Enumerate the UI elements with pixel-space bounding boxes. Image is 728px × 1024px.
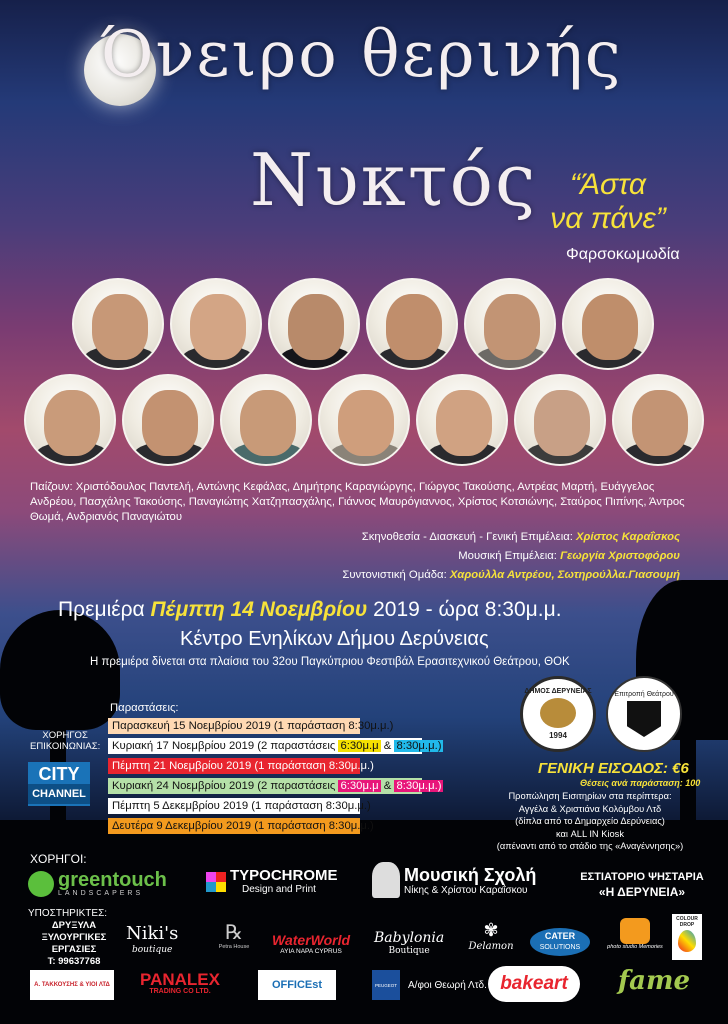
performances-list <box>108 718 442 834</box>
comm-sponsor-line-2: ΕΠΙΚΟΙΝΩΝΙΑΣ: <box>30 741 101 752</box>
restaurant-logo <box>572 870 712 900</box>
performance-6 <box>108 818 374 834</box>
presale-line: (απέναντι από το στάδιο της «Αναγέννησης») <box>496 841 684 851</box>
cast-photo-6 <box>562 278 654 370</box>
presale-line: (δίπλα από το Δημαρχείο Δερύνειας) <box>515 816 665 826</box>
typochrome-sub: Design and Print <box>242 884 316 895</box>
cast-photo-2 <box>170 278 262 370</box>
title-line-1: Όνειρο θερινής <box>100 18 623 92</box>
petra-name: Petra House <box>218 944 250 950</box>
panalex-sub: TRADING CO LTD. <box>149 988 211 995</box>
bakeart-logo <box>488 966 580 1002</box>
office-logo <box>258 970 336 1000</box>
cast-figure-face <box>240 390 296 456</box>
performance-time-1: 6:30μ.μ <box>340 740 379 752</box>
wood-line: ΕΡΓΑΣΙΕΣ <box>51 944 97 955</box>
festival-note: Η πρεμιέρα δίνεται στα πλαίσια του 32ου Παγκύπριου Φεστιβάλ Ερασιτεχνικού Θεάτρου, ΘΟΚ <box>90 656 570 668</box>
music-school-logo <box>372 862 536 898</box>
typochrome-logo <box>206 868 338 895</box>
comm-sponsor-label <box>30 730 100 752</box>
cast-photo-4 <box>366 278 458 370</box>
venue: Κέντρο Ενηλίκων Δήμου Δερύνειας <box>180 628 489 650</box>
delamon-name: Delamon <box>468 941 514 952</box>
delamon-logo <box>462 920 520 952</box>
crew-director <box>120 528 680 547</box>
typochrome-icon <box>206 872 226 892</box>
municipality-logo-text: ΔΗΜΟΣ ΔΕΡΥΝΕΙΑΣ <box>524 688 592 695</box>
wood-supporter <box>34 920 114 968</box>
cast-figure-face <box>582 294 638 360</box>
camera-icon <box>620 918 650 944</box>
cast-figure-face <box>338 390 394 456</box>
cast-photo-1 <box>72 278 164 370</box>
cast-photo-8 <box>122 374 214 466</box>
babylonia-name: Babylonia <box>374 930 445 946</box>
photo-studio-logo <box>600 918 670 950</box>
comm-sponsor-line-1: ΧΟΡΗΓΟΣ <box>42 730 88 741</box>
music-school-sub: Νίκης & Χρίστου Καραΐσκου <box>404 884 528 896</box>
restaurant-line-2: «Η ΔΕΡΥΝΕΙΑ» <box>598 885 686 899</box>
performance-text: Πέμπτη 21 Νοεμβρίου 2019 (1 παράσταση 8:30μ.μ.) <box>112 760 374 772</box>
city-channel-line-1: CITY <box>38 764 80 784</box>
peugeot-logo <box>372 970 400 1000</box>
cast-figure-face <box>44 390 100 456</box>
nikis-logo <box>126 923 179 958</box>
premiere-prefix: Πρεμιέρα <box>58 598 145 621</box>
petra-monogram-icon: ℞ <box>225 920 243 944</box>
typochrome-name: TYPOCHROME <box>230 867 338 884</box>
cast-figure-face <box>386 294 442 360</box>
supporters-label: ΥΠΟΣΤΗΡΙΚΤΕΣ: <box>28 908 108 919</box>
premiere-line <box>58 598 562 622</box>
performance-text: Κυριακή 24 Νοεμβρίου 2019 (2 παραστάσεις <box>112 780 336 792</box>
takkoushis-logo <box>30 970 114 1000</box>
office-name: OFFICEst <box>271 979 323 991</box>
leaf-icon <box>28 871 54 897</box>
performance-text: Κυριακή 17 Νοεμβρίου 2019 (2 παραστάσεις <box>112 740 336 752</box>
cast-figure-face <box>92 294 148 360</box>
sponsors-label: ΧΟΡΗΓΟΙ: <box>30 852 87 866</box>
babylonia-sub: Boutique <box>388 946 430 956</box>
premiere-date: Πέμπτη 14 Νοεμβρίου <box>150 598 368 621</box>
crew-name: Γεωργία Χριστοφόρου <box>560 550 680 562</box>
crew-list <box>120 528 680 585</box>
crew-role: Σκηνοθεσία - Διασκευή - Γενική Επιμέλεια: <box>361 531 573 543</box>
city-channel-logo <box>28 762 90 806</box>
cast-photo-12 <box>514 374 606 466</box>
subtitle-line-2: να πάνε” <box>550 202 666 235</box>
petra-logo <box>210 920 258 950</box>
colour-drop-logo <box>672 914 702 960</box>
crew-role: Συντονιστική Ομάδα: <box>342 569 447 581</box>
cast-figure-face <box>484 294 540 360</box>
drop-icon <box>678 930 696 952</box>
restaurant-line-1: ΕΣΤΙΑΤΟΡΙΟ ΨΗΣΤΑΡΙΑ <box>580 871 704 883</box>
cast-figure-face <box>534 390 590 456</box>
cast-photo-9 <box>220 374 312 466</box>
music-figure-icon <box>372 862 400 898</box>
performance-text: Παρασκευή 15 Νοεμβρίου 2019 (1 παράσταση 8:30μ.μ.) <box>112 720 394 732</box>
panalex-name: PANALEX <box>140 970 220 989</box>
performance-text: Δευτέρα 9 Δεκεμβρίου 2019 (1 παράσταση 8:30μ.μ.) <box>112 820 374 832</box>
theori-logo: Α/φοι Θεωρή Λτδ. <box>408 980 487 991</box>
subtitle-quote <box>548 168 668 236</box>
municipality-year: 1994 <box>549 731 567 740</box>
masks-icon <box>627 701 661 737</box>
cast-figure-face <box>142 390 198 456</box>
presale-info <box>470 790 710 853</box>
babylonia-logo <box>374 930 444 956</box>
takkoushis-name: Α. ΤΑΚΚΟΥΣΗΣ & ΥΙΟΙ ΛΤΔ <box>34 982 110 988</box>
crew-coordination <box>120 566 680 585</box>
presale-line: και ALL IN Kiosk <box>556 828 624 839</box>
colour-drop-name: COLOUR DROP <box>676 916 698 928</box>
performance-text: Πέμπτη 5 Δεκεμβρίου 2019 (1 παράσταση 8:30μ.μ.) <box>112 800 371 812</box>
waterworld-sub: AYIA NAPA CYPRUS <box>280 948 342 955</box>
greentouch-sub: LANDSCAPERS <box>58 890 144 897</box>
culture-logo-text: Επιτροπή Θεάτρου <box>614 691 674 698</box>
cast-list: Παίζουν: Χριστόδουλος Παντελή, Αντώνης Κεφάλας, Δημήτρης Καραγιώργης, Γιώργος Τακούσης, Αντρέας Μαρτή, Ευάγγελος Ανδρέου, Πασχάλης Τακούσης, Παναγιώτης Χατζηπασχάλης, Γιάννος Μαυρόγιαννος, Χρίστος Κοτσιώνης, Σταύρος Πιπίνης, Άντρος Θωμά, Ανδριανός Παναγιώτου <box>30 481 685 523</box>
delamon-icon: ✾ <box>483 920 499 940</box>
performance-2: Κυριακή 17 Νοεμβρίου 2019 (2 παραστάσεις 6:30μ.μ & 8:30μ.μ.) <box>108 738 422 754</box>
cater-sub: SOLUTIONS <box>539 944 581 951</box>
cast-photo-5 <box>464 278 556 370</box>
title-line-2: Νυκτός <box>250 138 538 222</box>
crew-name: Χαρούλλα Αντρέου, Σωτηρούλλα.Γιασουμή <box>449 569 680 581</box>
premiere-time: 2019 - ώρα 8:30μ.μ. <box>373 598 562 621</box>
performance-5 <box>108 798 371 814</box>
fame-logo: fame <box>618 966 691 996</box>
nikis-sub: boutique <box>132 945 173 955</box>
performance-time-1: 6:30μ.μ <box>340 780 379 792</box>
performances-label: Παραστάσεις: <box>110 702 179 714</box>
cast-photo-10 <box>318 374 410 466</box>
presale-line: Προπώληση Εισιτηρίων στα περίπτερα: <box>508 791 672 801</box>
cast-photo-3 <box>268 278 360 370</box>
municipality-logo <box>520 676 596 752</box>
city-channel-line-2: CHANNEL <box>28 784 90 804</box>
subtitle-line-1: “Άστα <box>570 168 646 201</box>
presale-line: Αγγέλα & Χριστιάνα Κολόμβου Λτδ <box>518 803 662 814</box>
cater-logo <box>530 928 590 956</box>
photo-studio-name: photo studio Memories <box>607 944 663 950</box>
cast-figure-face <box>288 294 344 360</box>
performance-time-2: 8:30μ.μ.) <box>396 740 442 752</box>
genre-label: Φαρσοκωμωδία <box>566 246 680 263</box>
waterworld-logo <box>272 932 350 955</box>
performance-4: Κυριακή 24 Νοεμβρίου 2019 (2 παραστάσεις 6:30μ.μ & 8:30μ.μ.) <box>108 778 422 794</box>
bakeart-name: bakeart <box>500 973 568 994</box>
music-school-name: Μουσική Σχολή <box>404 864 537 885</box>
municipality-emblem <box>540 698 576 728</box>
wood-line: ΞΥΛΟΥΡΓΙΚΕΣ <box>41 932 107 943</box>
performance-3 <box>108 758 374 774</box>
cast-photo-11 <box>416 374 508 466</box>
seats-note: Θέσεις ανά παράσταση: 100 <box>580 778 701 788</box>
greentouch-name: greentouch <box>58 869 167 891</box>
crew-role: Μουσική Επιμέλεια: <box>458 550 557 562</box>
panalex-logo <box>140 972 220 995</box>
greentouch-logo <box>28 870 167 897</box>
performance-1 <box>108 718 394 734</box>
cast-figure-face <box>190 294 246 360</box>
wood-line: ΔΡΥΞΥΛΑ <box>51 920 97 931</box>
waterworld-name: WaterWorld <box>272 932 351 948</box>
wood-line: Τ: 99637768 <box>47 956 101 967</box>
performance-time-2: 8:30μ.μ.) <box>396 780 442 792</box>
culture-committee-logo <box>606 676 682 752</box>
cast-figure-face <box>436 390 492 456</box>
nikis-name: Niki's <box>126 923 179 944</box>
cast-photo-7 <box>24 374 116 466</box>
crew-name: Χρίστος Καραΐσκος <box>576 531 680 543</box>
cast-figure-face <box>632 390 688 456</box>
cast-photo-13 <box>612 374 704 466</box>
cater-name: CATER <box>544 931 576 941</box>
entry-title: ΓΕΝΙΚΗ ΕΙΣΟΔΟΣ: €6 <box>538 760 689 777</box>
crew-music <box>120 547 680 566</box>
peugeot-name: PEUGEOT <box>374 982 397 988</box>
